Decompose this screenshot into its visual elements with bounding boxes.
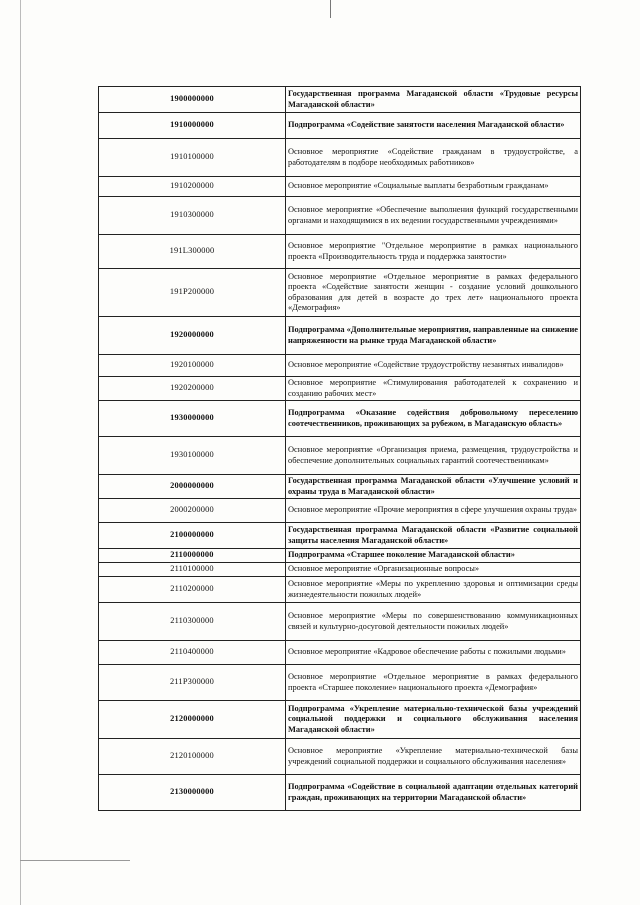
row-name: Подпрограмма «Старшее поколение Магаданской области» — [286, 549, 581, 563]
row-name: Основное мероприятие «Кадровое обеспечение работы с пожилыми людьми» — [286, 641, 581, 665]
table-row — [99, 603, 581, 641]
row-name: Подпрограмма «Укрепление материально-технической базы учреждений социальной поддержки и социального обслуживания населения Магаданской области» — [286, 701, 581, 739]
row-code: 1910100000 — [99, 139, 286, 177]
row-name: Основное мероприятие «Отдельное мероприятие в рамках федерального проекта «Старшее поколение» национального проекта «Демография» — [286, 665, 581, 701]
row-name: Основное мероприятие «Обеспечение выполнения функций государственными органами и находящимися в их ведении государственными учреждениями» — [286, 197, 581, 235]
row-code: 1920200000 — [99, 377, 286, 401]
row-code: 2130000000 — [99, 775, 286, 811]
scan-bottom-line — [20, 860, 130, 861]
row-code: 1910000000 — [99, 113, 286, 139]
table-row — [99, 437, 581, 475]
row-code: 1930100000 — [99, 437, 286, 475]
table-row — [99, 269, 581, 317]
row-name: Подпрограмма «Содействие в социальной адаптации отдельных категорий граждан, проживающих на территории Магаданской области» — [286, 775, 581, 811]
row-name: Основное мероприятие «Организационные вопросы» — [286, 563, 581, 577]
row-name: Подпрограмма «Содействие занятости населения Магаданской области» — [286, 113, 581, 139]
row-code: 2110200000 — [99, 577, 286, 603]
table-row — [99, 197, 581, 235]
budget-codes-table — [98, 86, 581, 811]
row-name: Основное мероприятие «Содействие гражданам в трудоустройстве, а работодателям в подборе необходимых работников» — [286, 139, 581, 177]
table-row — [99, 499, 581, 523]
scan-left-border — [20, 0, 21, 905]
row-name: Основное мероприятие «Отдельное мероприятие в рамках федерального проекта «Содействие занятости женщин - создание условий дошкольного образования для детей в возрасте до трех лет» национального проекта «Демография» — [286, 269, 581, 317]
table-row — [99, 577, 581, 603]
row-name: Основное мероприятие «Социальные выплаты безработным гражданам» — [286, 177, 581, 197]
row-code: 2120000000 — [99, 701, 286, 739]
row-name: Государственная программа Магаданской области «Развитие социальной защиты населения Магаданской области» — [286, 523, 581, 549]
row-name: Подпрограмма «Дополнительные мероприятия, направленные на снижение напряженности на рынке труда Магаданской области» — [286, 317, 581, 355]
table-row — [99, 549, 581, 563]
table-row — [99, 377, 581, 401]
row-code: 1900000000 — [99, 87, 286, 113]
row-name: Государственная программа Магаданской области «Трудовые ресурсы Магаданской области» — [286, 87, 581, 113]
row-code: 2110000000 — [99, 549, 286, 563]
row-name: Подпрограмма «Оказание содействия добровольному переселению соотечественников, проживающих за рубежом, в Магаданскую область» — [286, 401, 581, 437]
row-code: 1910300000 — [99, 197, 286, 235]
row-code: 2110300000 — [99, 603, 286, 641]
table-row — [99, 355, 581, 377]
table-row — [99, 775, 581, 811]
table-row — [99, 665, 581, 701]
table-row — [99, 235, 581, 269]
row-code: 2110100000 — [99, 563, 286, 577]
row-name: Основное мероприятие «Содействие трудоустройству незанятых инвалидов» — [286, 355, 581, 377]
table-row — [99, 317, 581, 355]
table-row — [99, 401, 581, 437]
row-name: Государственная программа Магаданской области «Улучшение условий и охраны труда в Магаданской области» — [286, 475, 581, 499]
row-code: 2100000000 — [99, 523, 286, 549]
table-row — [99, 113, 581, 139]
row-name: Основное мероприятие «Организация приема, размещения, трудоустройства и обеспечение дополнительных социальных гарантий соотечественникам» — [286, 437, 581, 475]
row-code: 1910200000 — [99, 177, 286, 197]
table-row — [99, 641, 581, 665]
row-code: 1930000000 — [99, 401, 286, 437]
scan-top-tick — [330, 0, 331, 18]
row-code: 211P300000 — [99, 665, 286, 701]
table-row — [99, 523, 581, 549]
table-body — [99, 87, 581, 811]
row-name: Основное мероприятие «Меры по укреплению здоровья и оптимизации среды жизнедеятельности пожилых людей» — [286, 577, 581, 603]
row-code: 2110400000 — [99, 641, 286, 665]
row-code: 1920100000 — [99, 355, 286, 377]
table-row — [99, 739, 581, 775]
row-code: 2000000000 — [99, 475, 286, 499]
row-name: Основное мероприятие «Меры по совершенствованию коммуникационных связей и культурно-досуговой деятельности пожилых людей» — [286, 603, 581, 641]
table-row — [99, 177, 581, 197]
row-code: 2120100000 — [99, 739, 286, 775]
row-name: Основное мероприятие «Стимулирования работодателей к сохранению и созданию рабочих мест» — [286, 377, 581, 401]
row-name: Основное мероприятие «Прочие мероприятия в сфере улучшения охраны труда» — [286, 499, 581, 523]
table-row — [99, 139, 581, 177]
table-row — [99, 87, 581, 113]
row-code: 1920000000 — [99, 317, 286, 355]
row-code: 191L300000 — [99, 235, 286, 269]
table-row — [99, 701, 581, 739]
row-code: 191P200000 — [99, 269, 286, 317]
row-code: 2000200000 — [99, 499, 286, 523]
row-name: Основное мероприятие «Укрепление материально-технической базы учреждений социальной поддержки и социального обслуживания населения» — [286, 739, 581, 775]
table-row — [99, 475, 581, 499]
table-row — [99, 563, 581, 577]
row-name: Основное мероприятие "Отдельное мероприятие в рамках национального проекта «Производительность труда и поддержка занятости» — [286, 235, 581, 269]
